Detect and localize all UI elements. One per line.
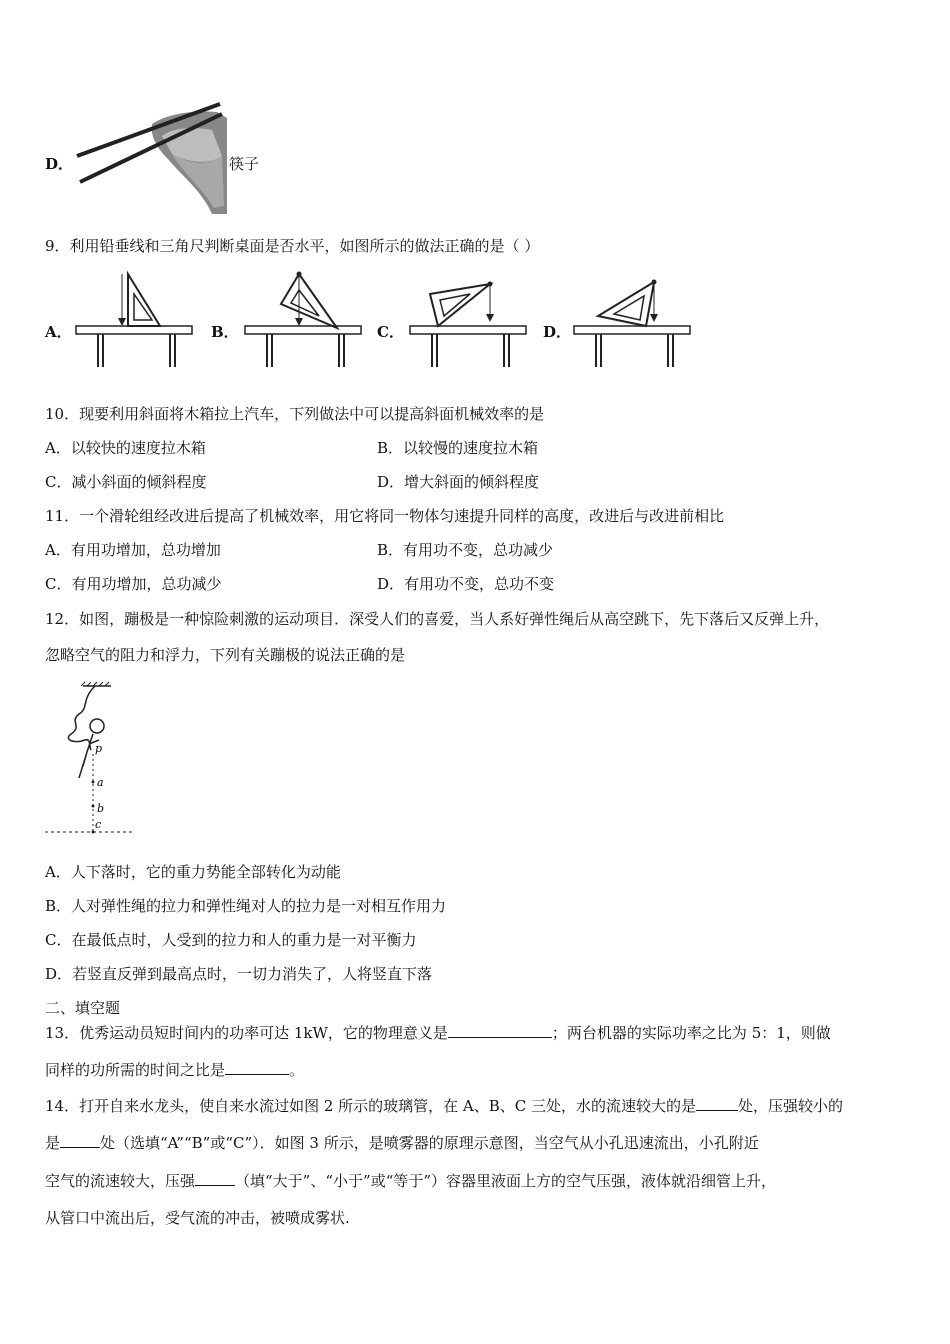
q10-stem: 10．现要利用斜面将木箱拉上汽车，下列做法中可以提高斜面机械效率的是 (45, 405, 545, 423)
q10-option-a: A．以较快的速度拉木箱 (45, 439, 206, 457)
q10-option-d: D．增大斜面的倾斜程度 (377, 473, 540, 491)
section-fill-in-heading: 二、填空题 (45, 999, 121, 1017)
q14-line1 (45, 1096, 843, 1116)
q13-line1-text-b: ；两台机器的实际功率之比为 5：1，则做 (551, 1024, 831, 1042)
q9-option-a-figure (76, 270, 196, 370)
q13-line1 (45, 1023, 831, 1043)
q9-option-d-letter: D． (543, 323, 572, 341)
q13-line1-text-a: 13．优秀运动员短时间内的功率可达 1kW，它的物理意义是 (45, 1024, 448, 1042)
q13-line2-text-a: 同样的功所需的时间之比是 (45, 1061, 226, 1079)
q9-option-a-letter: A． (45, 323, 72, 341)
q14-line3-text-b: （填“大于”、“小于”或“等于”）容器里液面上方的空气压强，液体就沿细管上升， (235, 1172, 777, 1190)
q9-option-c-letter: C． (377, 323, 404, 341)
q14-line3 (45, 1171, 776, 1191)
bungee-jump-figure (45, 682, 145, 842)
bungee-label-a: a (97, 776, 104, 789)
q14-line1-text-b: 处，压强较小的 (738, 1097, 844, 1115)
q13-blank-2[interactable] (225, 1060, 289, 1075)
q8-option-d-letter: D． (45, 155, 74, 173)
q9-option-d-figure (574, 270, 694, 370)
q8-option-d-label: 筷子 (229, 155, 260, 173)
q9-option-c-figure (410, 270, 530, 370)
q14-line1-text-a: 14．打开自来水龙头，使自来水流过如图 2 所示的玻璃管，在 A、B、C 三处，水的流速较大的是 (45, 1097, 697, 1115)
q12-option-b: B．人对弹性绳的拉力和弹性绳对人的拉力是一对相互作用力 (45, 897, 447, 915)
q14-line2 (45, 1133, 759, 1153)
q10-option-b: B．以较慢的速度拉木箱 (377, 439, 539, 457)
q9-option-b-letter: B． (211, 323, 239, 341)
bungee-label-p: p (95, 742, 103, 755)
q12-stem-line2: 忽略空气的阻力和浮力，下列有关蹦极的说法正确的是 (45, 646, 406, 664)
q14-line4: 从管口中流出后，受气流的冲击，被喷成雾状. (45, 1209, 350, 1227)
q10-option-c: C．减小斜面的倾斜程度 (45, 473, 207, 491)
q11-option-d: D．有用功不变，总功不变 (377, 575, 555, 593)
q11-option-b: B．有用功不变，总功减少 (377, 541, 554, 559)
q12-option-d: D．若竖直反弹到最高点时，一切力消失了，人将竖直下落 (45, 965, 433, 983)
q14-blank-1[interactable] (696, 1096, 738, 1111)
q11-option-a: A．有用功增加，总功增加 (45, 541, 221, 559)
q13-blank-1[interactable] (448, 1023, 552, 1038)
chopsticks-hand-image (72, 96, 232, 216)
q14-line3-text-a: 空气的流速较大，压强 (45, 1172, 196, 1190)
q12-option-c: C．在最低点时，人受到的拉力和人的重力是一对平衡力 (45, 931, 417, 949)
q14-blank-3[interactable] (195, 1171, 235, 1186)
bungee-label-b: b (97, 802, 105, 815)
q13-line2-text-b: 。 (289, 1061, 305, 1079)
q9-stem: 9．利用铅垂线和三角尺判断桌面是否水平，如图所示的做法正确的是（ ） (45, 237, 540, 255)
q9-option-b-figure (245, 270, 365, 370)
q12-option-a: A．人下落时，它的重力势能全部转化为动能 (45, 863, 341, 881)
q11-stem: 11．一个滑轮组经改进后提高了机械效率，用它将同一物体匀速提升同样的高度，改进后与改进前相比 (45, 507, 725, 525)
q14-blank-2[interactable] (60, 1133, 100, 1148)
q12-stem-line1: 12．如图，蹦极是一种惊险刺激的运动项目．深受人们的喜爱，当人系好弹性绳后从高空跳下，先下落后又反弹上升， (45, 610, 830, 628)
bungee-label-c: c (95, 818, 102, 831)
q13-line2 (45, 1060, 304, 1080)
q14-line2-text-b: 处（选填“A”“B”或“C”）．如图 3 所示，是喷雾器的原理示意图，当空气从小孔迅速流出，小孔附近 (100, 1134, 759, 1152)
q11-option-c: C．有用功增加，总功减少 (45, 575, 222, 593)
q14-line2-text-a: 是 (45, 1134, 61, 1152)
